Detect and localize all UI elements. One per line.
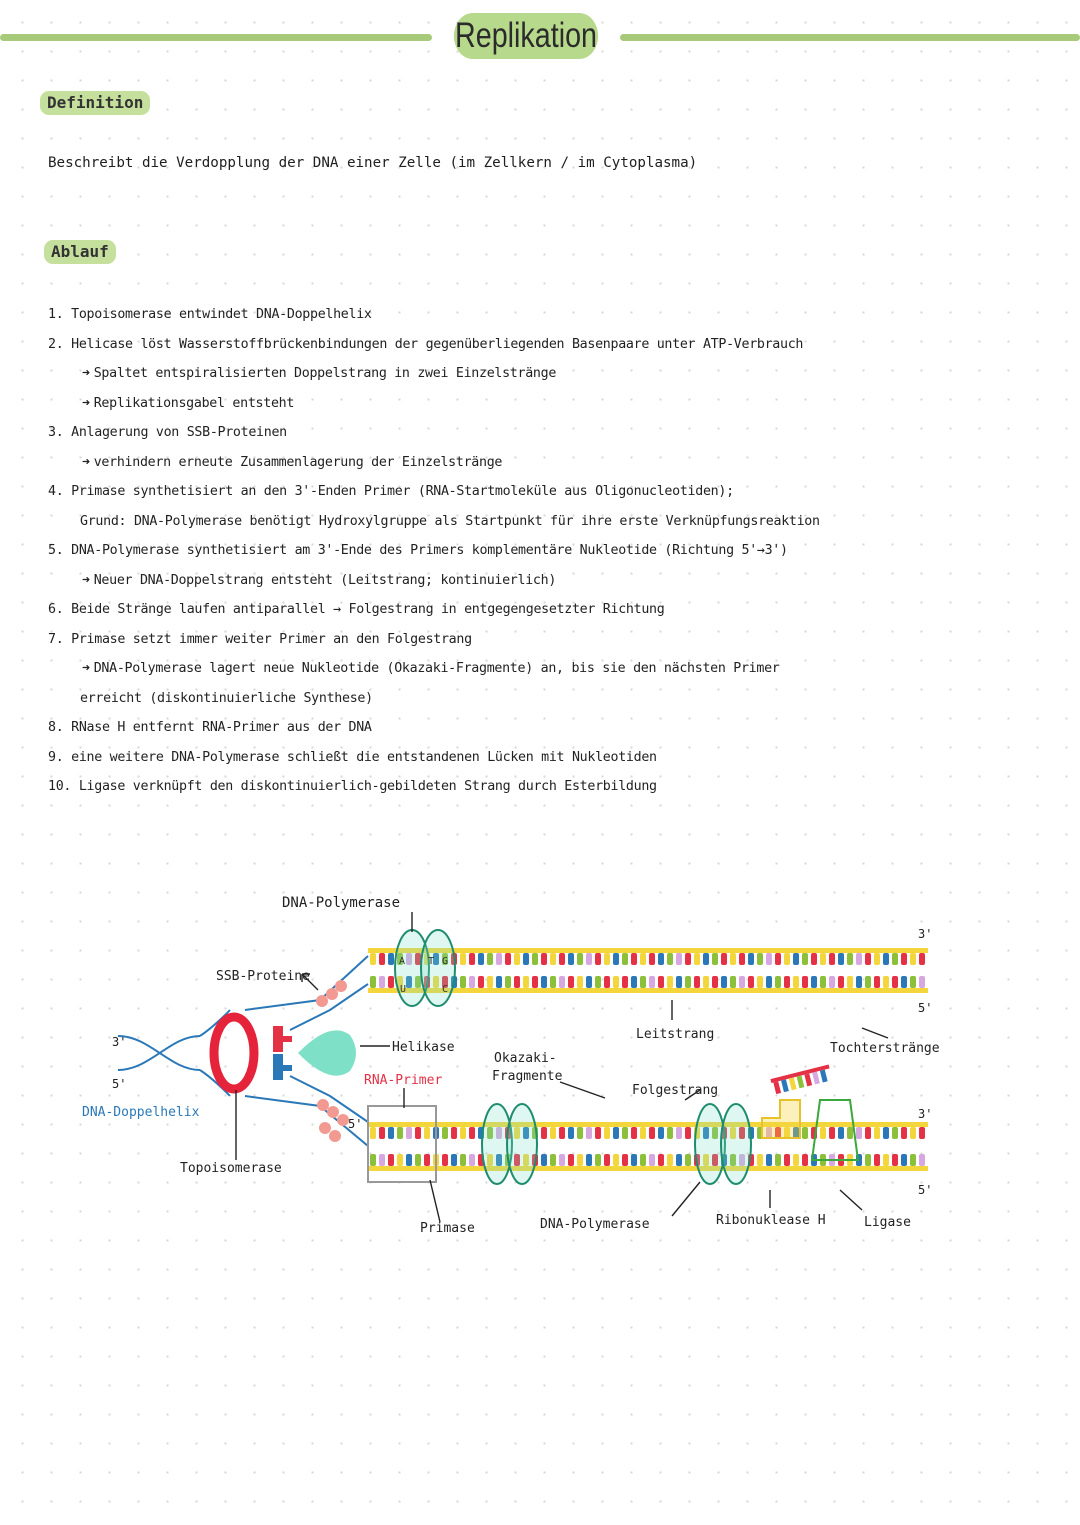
upper-strand-base xyxy=(703,976,709,988)
lower-strand-base xyxy=(658,1154,664,1166)
upper-strand-base xyxy=(757,976,763,988)
upper-strand-base xyxy=(541,953,547,965)
ablauf-steps xyxy=(48,300,820,802)
lower-strand-base xyxy=(415,1154,421,1166)
polymerase-oval-c xyxy=(721,1104,751,1184)
lower-strand-base xyxy=(883,1127,889,1139)
ablauf-line xyxy=(48,566,820,596)
upper-strand-base xyxy=(910,953,916,965)
ablauf-line-text: erreicht (diskontinuierliche Synthese) xyxy=(80,690,373,706)
upper-strand-base xyxy=(604,953,610,965)
removed-primer xyxy=(770,1065,832,1095)
label-dna-polymerase-top: DNA-Polymerase xyxy=(282,895,401,911)
lower-strand-base xyxy=(766,1154,772,1166)
upper-strand-base xyxy=(775,976,781,988)
label-tochterstraenge: Tochterstränge xyxy=(830,1041,940,1056)
upper-strand-base xyxy=(388,976,394,988)
lower-strand-base xyxy=(874,1127,880,1139)
base-c-label: C xyxy=(442,984,449,995)
upper-strand-base xyxy=(478,953,484,965)
upper-strand-base xyxy=(496,976,502,988)
label-okazaki-2: Fragmente xyxy=(492,1069,563,1084)
label-ribonuklease: Ribonuklease H xyxy=(716,1213,826,1228)
upper-strand-base xyxy=(658,953,664,965)
ablauf-line-text: 8. RNase H entfernt RNA-Primer aus der DNA xyxy=(48,720,372,735)
ablauf-line-text: 4. Primase synthetisiert an den 3'-Enden Primer (RNA-Startmoleküle aus Oligonucleotiden); xyxy=(48,484,734,499)
ablauf-line-text: verhindern erneute Zusammenlagerung der Einzelstränge xyxy=(93,454,503,470)
upper-strand-base xyxy=(874,953,880,965)
lower-strand-base xyxy=(415,1127,421,1139)
lower-strand-base xyxy=(550,1127,556,1139)
lower-strand-base xyxy=(685,1154,691,1166)
upper-strand-base xyxy=(478,976,484,988)
upper-strand-base xyxy=(595,976,601,988)
lower-strand-base xyxy=(424,1154,430,1166)
upper-strand-base xyxy=(622,976,628,988)
ablauf-line-text: 9. eine weitere DNA-Polymerase schließt die entstandenen Lücken mit Nukleotiden xyxy=(48,749,657,765)
definition-tag: Definition xyxy=(40,91,150,115)
upper-strand-base xyxy=(676,976,682,988)
upper-strand-base xyxy=(820,976,826,988)
upper-strand-base xyxy=(793,953,799,965)
lower-strand-base xyxy=(784,1154,790,1166)
upper-strand-base xyxy=(865,976,871,988)
lower-strand-base xyxy=(568,1154,574,1166)
upper-strand-base xyxy=(460,976,466,988)
lower-strand-base xyxy=(802,1127,808,1139)
base-t-label: T xyxy=(428,956,435,967)
upper-strand-base xyxy=(370,953,376,965)
lower-strand-base xyxy=(910,1154,916,1166)
lower-strand-base xyxy=(559,1154,565,1166)
ablauf-line-text: 7. Primase setzt immer weiter Primer an den Folgestrang xyxy=(48,631,472,647)
lower-strand-base xyxy=(640,1127,646,1139)
upper-strand-base xyxy=(667,976,673,988)
lower-strand-base xyxy=(757,1154,763,1166)
upper-strand-base xyxy=(766,976,772,988)
upper-strand-base xyxy=(865,953,871,965)
upper-strand-base xyxy=(919,976,925,988)
upper-strand-base xyxy=(379,953,385,965)
lower-strand-base xyxy=(865,1154,871,1166)
lower-strand-base xyxy=(901,1127,907,1139)
label-rna-primer: RNA-Primer xyxy=(364,1073,443,1088)
lower-strand-base xyxy=(613,1154,619,1166)
upper-strand-base xyxy=(505,953,511,965)
lower-strand-base xyxy=(541,1127,547,1139)
upper-strand-base xyxy=(613,953,619,965)
upper-strand-base xyxy=(568,953,574,965)
lower-strand-base xyxy=(379,1154,385,1166)
ablauf-line-text: 10. Ligase verknüpft den diskontinuierlich-gebildeten Strang durch Esterbildung xyxy=(48,779,657,794)
lower-strand-base xyxy=(919,1127,925,1139)
helicase-block-red xyxy=(273,1026,283,1052)
label-dna-polymerase-bottom: DNA-Polymerase xyxy=(540,1217,650,1232)
arrow-icon: ➜ xyxy=(82,661,90,676)
upper-strand-base xyxy=(784,953,790,965)
lower-strand-base xyxy=(649,1127,655,1139)
lower-strand-base xyxy=(631,1127,637,1139)
upper-strand-base xyxy=(829,953,835,965)
lower-strand-base xyxy=(649,1154,655,1166)
lower-strand-base xyxy=(406,1127,412,1139)
upper-strand-base xyxy=(631,976,637,988)
ablauf-line-text: Grund: DNA-Polymerase benötigt Hydroxylgruppe als Startpunkt für ihre erste Verknüpfungsreaktion xyxy=(80,513,820,529)
upper-strand-base xyxy=(901,953,907,965)
upper-strand-base xyxy=(721,976,727,988)
lower-strand-base xyxy=(667,1127,673,1139)
ablauf-line-text: 2. Helicase löst Wasserstoffbrückenbindungen der gegenüberliegenden Basenpaare unter ATP-Verbrauch xyxy=(48,336,804,352)
lower-strand-base xyxy=(442,1154,448,1166)
upper-strand-base xyxy=(586,976,592,988)
lower-strand-base xyxy=(793,1154,799,1166)
lower-strand-base xyxy=(451,1127,457,1139)
upper-strand-base xyxy=(802,953,808,965)
helicase-block-blue xyxy=(273,1054,283,1080)
upper-strand-base xyxy=(667,953,673,965)
lower-strand-base xyxy=(397,1127,403,1139)
lower-strand-base xyxy=(568,1127,574,1139)
ablauf-line xyxy=(48,536,820,566)
ablauf-line-text: DNA-Polymerase lagert neue Nukleotide (Okazaki-Fragmente) an, bis sie den nächsten Primer xyxy=(93,661,780,676)
lower-strand-base xyxy=(847,1127,853,1139)
upper-strand-base xyxy=(892,976,898,988)
upper-strand-base xyxy=(703,953,709,965)
lower-strand-base xyxy=(559,1127,565,1139)
lower-strand-base xyxy=(388,1154,394,1166)
upper-strand-base xyxy=(532,976,538,988)
arrow-icon: ➜ xyxy=(82,366,90,381)
folgestrang-strands xyxy=(368,1122,928,1171)
upper-strand-base xyxy=(838,976,844,988)
upper-strand-base xyxy=(523,976,529,988)
upper-strand-base xyxy=(730,976,736,988)
label-5prime-bottom-right: 5' xyxy=(918,1183,933,1197)
upper-strand-base xyxy=(586,953,592,965)
upper-strand-base xyxy=(370,976,376,988)
upper-strand-base xyxy=(550,976,556,988)
lower-strand-base xyxy=(541,1154,547,1166)
arrow-icon: ➜ xyxy=(82,572,90,588)
lower-strand-base xyxy=(460,1127,466,1139)
upper-strand-base xyxy=(712,953,718,965)
ablauf-line-text: Spaltet entspiralisierten Doppelstrang in zwei Einzelstränge xyxy=(93,366,557,381)
upper-strand-base xyxy=(730,953,736,965)
lower-strand-base xyxy=(676,1154,682,1166)
upper-strand-base xyxy=(379,976,385,988)
lower-strand-base xyxy=(406,1154,412,1166)
title-rule-left xyxy=(0,34,432,41)
dna-polymerase-oval-2 xyxy=(421,930,455,1006)
lower-strand-base xyxy=(685,1127,691,1139)
lower-strand-base xyxy=(577,1127,583,1139)
upper-strand-base xyxy=(469,953,475,965)
lower-strand-base xyxy=(667,1154,673,1166)
label-folgestrang: Folgestrang xyxy=(632,1083,719,1098)
label-primase: Primase xyxy=(420,1221,475,1236)
upper-strand-base xyxy=(739,953,745,965)
label-5prime-left: 5' xyxy=(112,1077,127,1091)
lower-strand-base xyxy=(856,1127,862,1139)
ablauf-line xyxy=(48,713,820,743)
upper-strand-base xyxy=(883,976,889,988)
upper-strand-base xyxy=(532,953,538,965)
definition-text: Beschreibt die Verdopplung der DNA einer Zelle (im Zellkern / im Cytoplasma) xyxy=(48,155,698,171)
lower-strand-base xyxy=(595,1127,601,1139)
lower-strand-base xyxy=(370,1127,376,1139)
lower-strand-base xyxy=(595,1154,601,1166)
upper-strand-base xyxy=(874,976,880,988)
base-a-label: A xyxy=(399,956,406,967)
upper-strand-base xyxy=(577,953,583,965)
lower-strand-backbone-bottom xyxy=(368,1166,928,1171)
lower-strand-base xyxy=(874,1154,880,1166)
upper-strand-base xyxy=(793,976,799,988)
upper-strand-base xyxy=(802,976,808,988)
upper-strand-base xyxy=(577,976,583,988)
lower-strand-base xyxy=(451,1154,457,1166)
lower-strand-base xyxy=(550,1154,556,1166)
ablauf-line-text: 3. Anlagerung von SSB-Proteinen xyxy=(48,425,287,440)
label-3prime-top-right: 3' xyxy=(918,927,933,941)
upper-strand-base xyxy=(631,953,637,965)
label-5prime-lower: 5' xyxy=(348,1117,363,1131)
upper-strand-base xyxy=(721,953,727,965)
upper-strand-base xyxy=(748,976,754,988)
upper-strand-base xyxy=(856,976,862,988)
upper-strand-base xyxy=(640,976,646,988)
lower-strand-base xyxy=(829,1127,835,1139)
lower-strand-base xyxy=(388,1127,394,1139)
lower-strand-backbone-top xyxy=(368,1122,928,1127)
upper-strand-base xyxy=(748,953,754,965)
ablauf-line xyxy=(48,684,820,714)
upper-strand-base xyxy=(649,953,655,965)
upper-strand-base xyxy=(613,976,619,988)
upper-strand-base xyxy=(487,976,493,988)
ablauf-line xyxy=(48,389,820,419)
upper-strand-base xyxy=(775,953,781,965)
ribonuklease-h-shape xyxy=(762,1100,800,1138)
lower-strand-base xyxy=(622,1154,628,1166)
upper-strand-base xyxy=(658,976,664,988)
upper-strand-base xyxy=(838,953,844,965)
page-title: Replikation xyxy=(454,13,598,59)
ablauf-line xyxy=(48,418,820,448)
upper-strand-base xyxy=(712,976,718,988)
lower-strand-base xyxy=(640,1154,646,1166)
lower-strand-base xyxy=(838,1127,844,1139)
lower-strand-base xyxy=(469,1154,475,1166)
upper-strand-base xyxy=(487,953,493,965)
lower-strand-base xyxy=(397,1154,403,1166)
polymerase-oval-a xyxy=(507,1104,537,1184)
lower-strand-base xyxy=(820,1127,826,1139)
upper-strand-base xyxy=(514,976,520,988)
upper-strand-base xyxy=(505,976,511,988)
upper-strand-base xyxy=(640,953,646,965)
upper-strand-base xyxy=(847,953,853,965)
label-leitstrang: Leitstrang xyxy=(636,1027,715,1042)
upper-strand-base xyxy=(739,976,745,988)
upper-strand-base xyxy=(685,976,691,988)
lower-strand-base xyxy=(901,1154,907,1166)
upper-strand-base xyxy=(910,976,916,988)
label-helikase: Helikase xyxy=(392,1040,455,1055)
upper-strand-base xyxy=(559,953,565,965)
ablauf-line xyxy=(48,300,820,330)
lower-strand-base xyxy=(883,1154,889,1166)
upper-strand-base xyxy=(901,976,907,988)
upper-strand-base xyxy=(820,953,826,965)
label-dna-doppelhelix: DNA-Doppelhelix xyxy=(82,1105,200,1120)
upper-strand-base xyxy=(784,976,790,988)
lower-strand-base xyxy=(604,1127,610,1139)
arrow-icon: ➜ xyxy=(82,454,90,470)
upper-strand-base xyxy=(559,976,565,988)
label-ligase: Ligase xyxy=(864,1215,911,1230)
upper-strand-base xyxy=(622,953,628,965)
title-rule-right xyxy=(620,34,1080,41)
upper-strand-base xyxy=(919,953,925,965)
lower-strand-base xyxy=(676,1127,682,1139)
lower-strand-base xyxy=(379,1127,385,1139)
ablauf-line xyxy=(48,772,820,802)
replication-diagram xyxy=(0,860,1080,1260)
upper-strand-base xyxy=(829,976,835,988)
ablauf-line-text: Neuer DNA-Doppelstrang entsteht (Leitstrang; kontinuierlich) xyxy=(93,572,557,588)
upper-strand-base xyxy=(595,953,601,965)
label-topoisomerase: Topoisomerase xyxy=(180,1161,282,1176)
ablauf-line xyxy=(48,330,820,360)
lower-strand-base xyxy=(865,1127,871,1139)
lower-strand-base xyxy=(910,1127,916,1139)
upper-strand-base xyxy=(496,953,502,965)
lower-strand-base xyxy=(775,1154,781,1166)
upper-strand-base xyxy=(694,953,700,965)
lower-strand-base xyxy=(469,1127,475,1139)
upper-strand-base xyxy=(694,976,700,988)
lower-strand-base xyxy=(370,1154,376,1166)
ablauf-line-text: 1. Topoisomerase entwindet DNA-Doppelhelix xyxy=(48,307,372,322)
lower-strand-base xyxy=(892,1154,898,1166)
upper-strand-base xyxy=(523,953,529,965)
ablauf-line xyxy=(48,477,820,507)
ablauf-line-text: 6. Beide Stränge laufen antiparallel → Folgestrang in entgegengesetzter Richtung xyxy=(48,602,665,617)
lower-strand-base xyxy=(586,1127,592,1139)
upper-strand-base xyxy=(685,953,691,965)
lower-strand-base xyxy=(658,1127,664,1139)
upper-strand-base xyxy=(847,976,853,988)
ablauf-tag: Ablauf xyxy=(44,240,116,264)
label-ssb-proteine: SSB-Proteine xyxy=(216,969,310,984)
lower-strand-base xyxy=(460,1154,466,1166)
upper-strand-base xyxy=(892,953,898,965)
lower-strand-base xyxy=(622,1127,628,1139)
upper-strand-base xyxy=(514,953,520,965)
lower-strand-base xyxy=(892,1127,898,1139)
ablauf-line-text: 5. DNA-Polymerase synthetisiert am 3'-Ende des Primers komplementäre Nukleotide (Richtung 5'→3') xyxy=(48,543,788,558)
helicase-bar-red xyxy=(283,1036,292,1042)
upper-strand-base xyxy=(856,953,862,965)
upper-strand-base xyxy=(811,976,817,988)
upper-strand-base xyxy=(883,953,889,965)
upper-strand-base xyxy=(811,953,817,965)
lower-strand-base xyxy=(919,1154,925,1166)
upper-strand-base xyxy=(676,953,682,965)
label-okazaki: Okazaki- xyxy=(494,1051,557,1066)
upper-strand-base xyxy=(766,953,772,965)
lower-strand-base xyxy=(631,1154,637,1166)
ablauf-line xyxy=(48,359,820,389)
base-g-label: G xyxy=(442,956,449,967)
lower-strand-base xyxy=(577,1154,583,1166)
ablauf-line xyxy=(48,625,820,655)
ablauf-line xyxy=(48,507,820,537)
ablauf-line xyxy=(48,743,820,773)
lower-strand-base xyxy=(586,1154,592,1166)
ablauf-line-text: Replikationsgabel entsteht xyxy=(93,395,295,411)
label-3prime-bottom-right: 3' xyxy=(918,1107,933,1121)
upper-strand-base xyxy=(541,976,547,988)
arrow-icon: ➜ xyxy=(82,395,90,411)
upper-strand-base xyxy=(388,953,394,965)
label-5prime-top-right: 5' xyxy=(918,1001,933,1015)
ablauf-line xyxy=(48,595,820,625)
lower-strand-base xyxy=(442,1127,448,1139)
label-3prime-left: 3' xyxy=(112,1035,127,1049)
lower-strand-base xyxy=(802,1154,808,1166)
lower-strand-base xyxy=(604,1154,610,1166)
upper-strand-base xyxy=(649,976,655,988)
helicase-shape xyxy=(298,1030,356,1075)
upper-strand-base xyxy=(469,976,475,988)
upper-strand-base xyxy=(757,953,763,965)
ablauf-line xyxy=(48,448,820,478)
base-u-label: U xyxy=(400,984,407,995)
upper-strand-base xyxy=(568,976,574,988)
ablauf-line xyxy=(48,654,820,684)
upper-strand-base xyxy=(604,976,610,988)
upper-strand-base xyxy=(460,953,466,965)
topoisomerase-ring xyxy=(214,1017,254,1089)
lower-strand-base xyxy=(613,1127,619,1139)
upper-strand-base xyxy=(550,953,556,965)
helicase-bar-blue xyxy=(283,1065,292,1071)
lower-strand-base xyxy=(424,1127,430,1139)
